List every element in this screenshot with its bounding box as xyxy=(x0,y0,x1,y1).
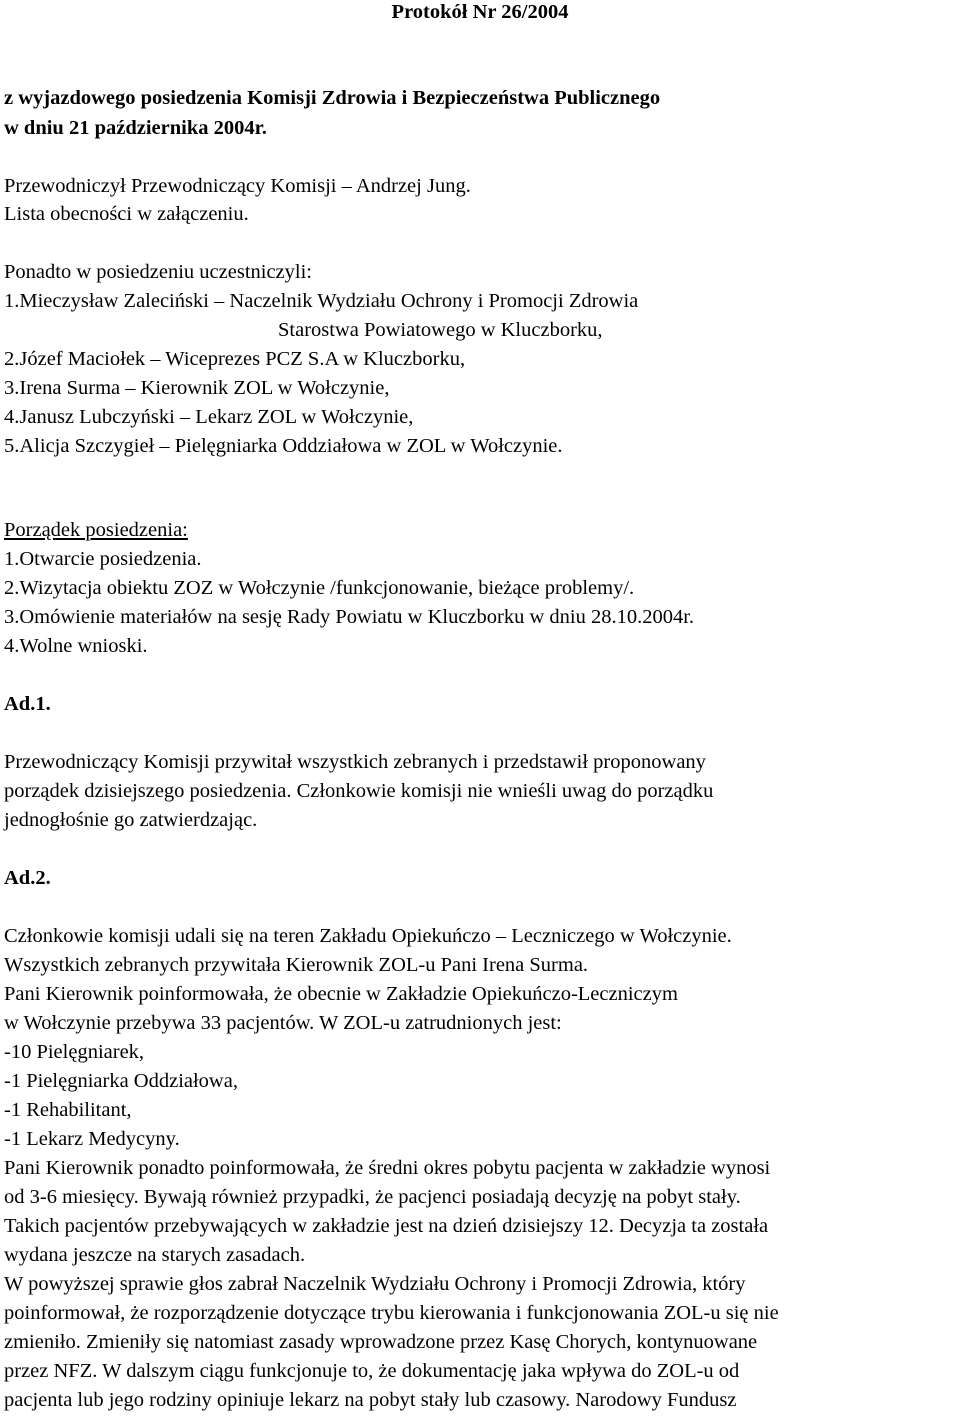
participant-4: 4.Janusz Lubczyński – Lekarz ZOL w Wołczynie, xyxy=(4,406,414,428)
document-title: Protokół Nr 26/2004 xyxy=(391,1,569,23)
agenda-item-3: 3.Omówienie materiałów na sesję Rady Powiatu w Kluczborku w dniu 28.10.2004r. xyxy=(4,606,695,628)
agenda-item-1: 1.Otwarcie posiedzenia. xyxy=(4,548,202,570)
ad2-text-line-5: -10 Pielęgniarek, xyxy=(4,1041,145,1063)
ad2-text-line-7: -1 Rehabilitant, xyxy=(4,1099,132,1121)
ad2-text-line-16: przez NFZ. W dalszym ciągu funkcjonuje to, że dokumentację jaka wpływa do ZOL-u od xyxy=(4,1360,740,1382)
ad1-heading: Ad.1. xyxy=(4,693,51,715)
ad2-heading: Ad.2. xyxy=(4,867,51,889)
subtitle-line-1: z wyjazdowego posiedzenia Komisji Zdrowia i Bezpieczeństwa Publicznego xyxy=(4,87,661,109)
ad2-text-line-3: Pani Kierownik poinformowała, że obecnie w Zakładzie Opiekuńczo-Leczniczym xyxy=(4,983,678,1005)
participant-1-continued: Starostwa Powiatowego w Kluczborku, xyxy=(278,319,603,341)
ad1-text-line-1: Przewodniczący Komisji przywitał wszystkich zebranych i przedstawił proponowany xyxy=(4,751,706,773)
ad2-text-line-6: -1 Pielęgniarka Oddziałowa, xyxy=(4,1070,238,1092)
ad2-text-line-15: zmieniło. Zmieniły się natomiast zasady wprowadzone przez Kasę Chorych, kontynuowane xyxy=(4,1331,758,1353)
ad1-text-line-3: jednogłośnie go zatwierdzając. xyxy=(4,809,258,831)
participants-heading: Ponadto w posiedzeniu uczestniczyli: xyxy=(4,261,312,283)
chair-line-1: Przewodniczył Przewodniczący Komisji – Andrzej Jung. xyxy=(4,175,471,197)
participant-3: 3.Irena Surma – Kierownik ZOL w Wołczynie, xyxy=(4,377,390,399)
ad2-text-line-1: Członkowie komisji udali się na teren Zakładu Opiekuńczo – Leczniczego w Wołczynie. xyxy=(4,925,732,947)
ad2-text-line-2: Wszystkich zebranych przywitała Kierownik ZOL-u Pani Irena Surma. xyxy=(4,954,589,976)
ad2-text-line-9: Pani Kierownik ponadto poinformowała, że średni okres pobytu pacjenta w zakładzie wynosi xyxy=(4,1157,771,1179)
ad1-text-line-2: porządek dzisiejszego posiedzenia. Członkowie komisji nie wnieśli uwag do porządku xyxy=(4,780,714,802)
participant-5: 5.Alicja Szczygieł – Pielęgniarka Oddziałowa w ZOL w Wołczynie. xyxy=(4,435,563,457)
ad2-text-line-4: w Wołczynie przebywa 33 pacjentów. W ZOL-u zatrudnionych jest: xyxy=(4,1012,562,1034)
ad2-text-line-11: Takich pacjentów przebywających w zakładzie jest na dzień dzisiejszy 12. Decyzja ta została xyxy=(4,1215,769,1237)
ad2-text-line-8: -1 Lekarz Medycyny. xyxy=(4,1128,180,1150)
agenda-item-2: 2.Wizytacja obiektu ZOZ w Wołczynie /funkcjonowanie, bieżące problemy/. xyxy=(4,577,635,599)
chair-line-2: Lista obecności w załączeniu. xyxy=(4,203,249,225)
participant-2: 2.Józef Maciołek – Wiceprezes PCZ S.A w Kluczborku, xyxy=(4,348,466,370)
ad2-text-line-10: od 3-6 miesięcy. Bywają również przypadki, że pacjenci posiadają decyzję na pobyt stały. xyxy=(4,1186,741,1208)
subtitle-line-2: w dniu 21 października 2004r. xyxy=(4,117,267,139)
agenda-heading: Porządek posiedzenia: xyxy=(4,519,188,541)
ad2-text-line-14: poinformował, że rozporządzenie dotyczące trybu kierowania i funkcjonowania ZOL-u się nie xyxy=(4,1302,779,1324)
agenda-item-4: 4.Wolne wnioski. xyxy=(4,635,148,657)
participant-1: 1.Mieczysław Zaleciński – Naczelnik Wydziału Ochrony i Promocji Zdrowia xyxy=(4,290,639,312)
ad2-text-line-17: pacjenta lub jego rodziny opiniuje lekarz na pobyt stały lub czasowy. Narodowy Fundusz xyxy=(4,1389,737,1411)
ad2-text-line-13: W powyższej sprawie głos zabrał Naczelnik Wydziału Ochrony i Promocji Zdrowia, który xyxy=(4,1273,746,1295)
ad2-text-line-12: wydana jeszcze na starych zasadach. xyxy=(4,1244,306,1266)
